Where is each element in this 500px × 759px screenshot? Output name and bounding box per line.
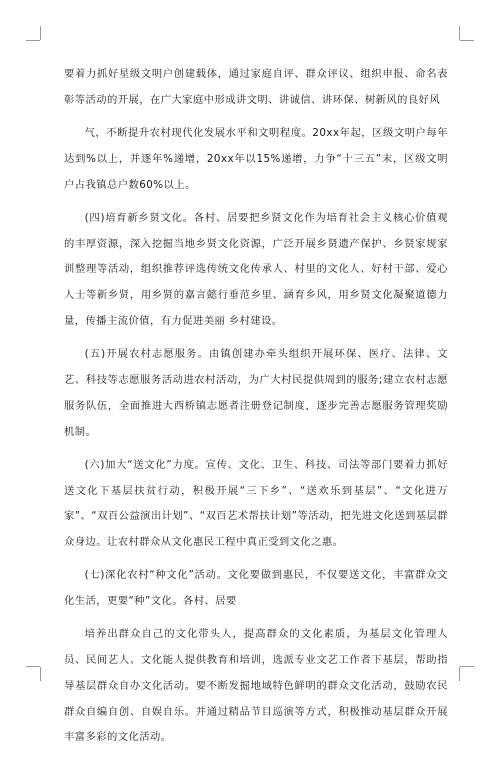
paragraph-civilization-targets: 气，不断提升农村现代化发展水平和文明程度。20xx年起，区级文明户每年达到%以上，并逐年%递增，20xx年以15%递增，力争“十三五”末，区级文明户占我镇总户数60%以上。 bbox=[64, 126, 448, 191]
paragraph-civilized-household: 要着力抓好星级文明户创建载体，通过家庭自评、群众评议、组织申报、命名表彰等活动的开展，在广大家庭中形成讲文明、讲诚信、讲环保、树新风的良好风 bbox=[64, 68, 448, 106]
paragraph-plant-culture: (七)深化农村“种文化”活动。文化要做到惠民，不仅要送文化，丰富群众文化生活，更要“种”文化。各村、居要 bbox=[64, 569, 448, 608]
crop-mark-top-left-h bbox=[26, 40, 40, 41]
paragraph-volunteer-service: (五)开展农村志愿服务。由镇创建办牵头组织开展环保、医疗、法律、文艺、科技等志愿服务活动进农村活动，为广大村民提供周到的服务;建立农村志愿服务队伍，全面推进大西桥镇志愿者注册登记制度，逐步完善志愿服务管理奖励机制。 bbox=[64, 348, 448, 438]
crop-mark-bottom-right-v bbox=[459, 667, 460, 681]
crop-mark-bottom-left-h bbox=[26, 666, 40, 667]
crop-mark-top-right-v bbox=[459, 26, 460, 40]
paragraph-new-sage-culture: (四)培育新乡贤文化。各村、居要把乡贤文化作为培育社会主义核心价值观的丰厚资源，深入挖掘当地乡贤文化资源，广泛开展乡贤遗产保护、乡贤家规家训整理等活动，组织推荐评选传统文化传承人、村里的文化人、好村干部、爱心人士等新乡贤，用乡贤的嘉言懿行垂范乡里、涵育乡风，用乡贤文化凝聚道德力量，传播主流价值，有力促进美丽 乡村建设。 bbox=[64, 211, 448, 327]
paragraph-send-culture: (六)加大“送文化”力度。宣传、文化、卫生、科技、司法等部门要着力抓好送文化下基层扶贫行动，积极开展“三下乡”、“送欢乐到基层”、“文化进万家”、“双百公益演出计划”、“双百艺术帮扶计划”等活动，把先进文化送到基层群众身边。让农村群众从文化惠民工程中真正受到文化之惠。 bbox=[64, 458, 448, 549]
crop-mark-bottom-right-h bbox=[460, 666, 474, 667]
crop-mark-bottom-left-v bbox=[40, 667, 41, 681]
crop-mark-top-left-v bbox=[40, 26, 41, 40]
paragraph-cultural-leaders: 培养出群众自己的文化带头人，提高群众的文化素质，为基层文化管理人员、民间艺人、文化能人提供教育和培训，选派专业文艺工作者下基层，帮助指导基层群众自办文化活动。要不断发掘地域特色鲜明的群众文化活动，鼓励农民群众自编自创、自娱自乐。并通过精品节目巡演等方式，积极推动基层群众开展丰富多彩的文化活动。 bbox=[64, 628, 448, 744]
crop-mark-top-right-h bbox=[460, 40, 474, 41]
document-body bbox=[64, 62, 448, 759]
